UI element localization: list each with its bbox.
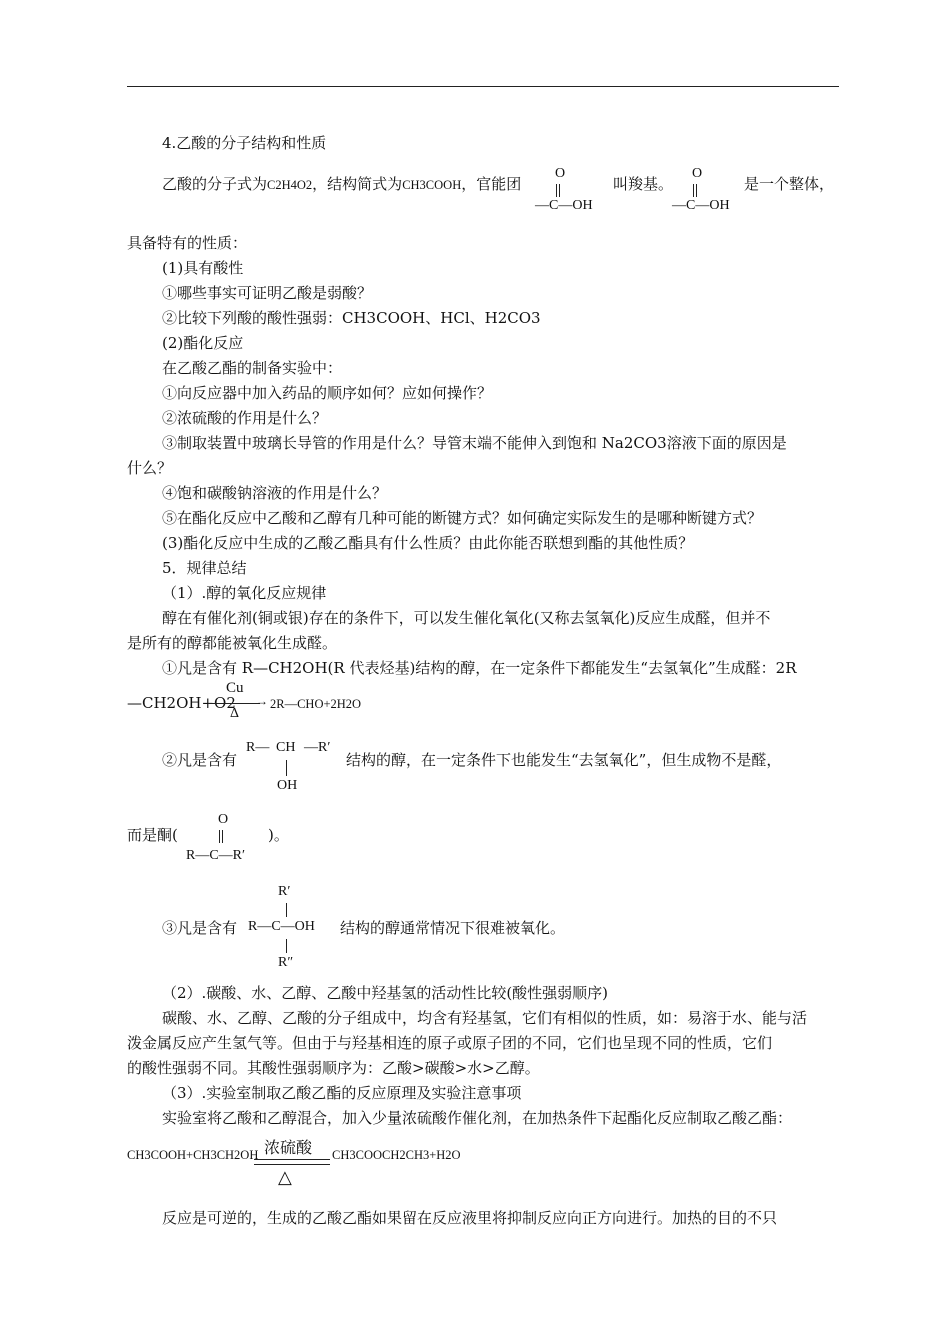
s1-rule2-tail-a: 而是酮( xyxy=(127,826,178,844)
p1-q2: ②比较下列酸的酸性强弱：CH3COOH、HCl、H2CO3 xyxy=(162,309,541,327)
p2-q4: ④饱和碳酸钠溶液的作用是什么？ xyxy=(162,484,388,502)
formula-line: 乙酸的分子式为C2H4O2，结构简式为CH3COOH，官能团 xyxy=(162,175,522,193)
s1-rule1-eq-left: —CH2OH+O2 xyxy=(127,694,236,712)
carboxyl-structure-2: O —C—OH xyxy=(672,166,730,213)
s2-para-line3: 的酸性强弱不同。其酸性强弱顺序为：乙酸>碳酸>水>乙醇。 xyxy=(127,1059,540,1077)
p3-title: (3)酯化反应中生成的乙酸乙酯具有什么性质？由此你能否联想到酯的其他性质？ xyxy=(162,534,694,552)
section-heading-4: 4.乙酸的分子结构和性质 xyxy=(162,134,327,152)
s1-rule2-lead: ②凡是含有 xyxy=(162,751,238,769)
header-rule xyxy=(127,86,839,87)
s3-para-line2: 反应是可逆的，生成的乙酸乙酯如果留在反应液里将抑制反应向正方向进行。加热的目的不只 xyxy=(162,1209,778,1227)
section-heading-5: 5．规律总结 xyxy=(162,559,247,577)
s1-title: （1）.醇的氧化反应规律 xyxy=(162,584,327,602)
carboxyl-name: 叫羧基。 xyxy=(613,175,674,193)
s1-rule2-tail-b: )。 xyxy=(268,826,289,844)
s2-para-line1: 碳酸、水、乙醇、乙酸的分子组成中，均含有羟基氢，它们有相似的性质，如：易溶于水、能与活 xyxy=(162,1009,808,1027)
p1-q1: ①哪些事实可证明乙酸是弱酸？ xyxy=(162,284,373,302)
p2-q1: ①向反应器中加入药品的顺序如何？应如何操作？ xyxy=(162,384,493,402)
tertiary-alcohol-structure: R′ R—C—OH R″ xyxy=(248,884,315,970)
s2-para-line2: 泼金属反应产生氢气等。但由于与羟基相连的原子或原子团的不同，它们也呈现不同的性质，它们 xyxy=(127,1034,773,1052)
eq-left: CH3COOH+CH3CH2OH xyxy=(127,1148,259,1162)
p2-intro: 在乙酸乙酯的制备实验中： xyxy=(162,359,343,377)
eq-right: CH3COOCH2CH3+H2O xyxy=(332,1148,461,1162)
special-props: 具备特有的性质： xyxy=(127,234,248,252)
cu-arrow: Cu → Δ xyxy=(204,680,266,728)
equilibrium-arrow: 浓硫酸 △ xyxy=(252,1135,334,1193)
p2-q5: ⑤在酯化反应中乙酸和乙醇有几种可能的断键方式？如何确定实际发生的是哪种断键方式？ xyxy=(162,509,763,527)
s1-rule2-text: 结构的醇，在一定条件下也能发生“去氢氧化”，但生成物不是醛， xyxy=(346,751,782,769)
p2-title: (2)酯化反应 xyxy=(162,334,244,352)
s1-para-line2: 是所有的醇都能被氧化生成醛。 xyxy=(127,634,338,652)
s1-rule1-line1: ①凡是含有 R—CH2OH(R 代表烃基)结构的醇，在一定条件下都能发生“去氢氧化”生成醛：2R xyxy=(162,659,797,677)
s3-para-line1: 实验室将乙酸和乙醇混合，加入少量浓硫酸作催化剂，在加热条件下起酯化反应制取乙酸乙酯： xyxy=(162,1109,793,1127)
p2-q2: ②浓硫酸的作用是什么？ xyxy=(162,409,328,427)
carboxyl-structure-1: O —C—OH xyxy=(535,166,593,213)
s2-title: （2）.碳酸、水、乙醇、乙酸中羟基氢的活动性比较(酸性强弱顺序) xyxy=(162,984,609,1002)
ketone-structure: O R—C—R′ xyxy=(186,812,246,863)
whole-text: 是一个整体， xyxy=(744,175,835,193)
s3-title: （3）.实验室制取乙酸乙酯的反应原理及实验注意事项 xyxy=(162,1084,522,1102)
s1-rule3-text: 结构的醇通常情况下很难被氧化。 xyxy=(340,919,566,937)
p1-title: (1)具有酸性 xyxy=(162,259,244,277)
s1-rule3-lead: ③凡是含有 xyxy=(162,919,238,937)
p2-q3-line1: ③制取装置中玻璃长导管的作用是什么？导管末端不能伸入到饱和 Na2CO3溶液下面的原因是 xyxy=(162,434,787,452)
p2-q3-line2: 什么？ xyxy=(127,459,173,477)
secondary-alcohol-structure: R— CH —R′ OH xyxy=(246,740,331,793)
s1-rule1-eq-right: 2R—CHO+2H2O xyxy=(270,697,362,711)
s1-para-line1: 醇在有催化剂(铜或银)存在的条件下，可以发生催化氧化(又称去氢氧化)反应生成醛，但并不 xyxy=(162,609,771,627)
